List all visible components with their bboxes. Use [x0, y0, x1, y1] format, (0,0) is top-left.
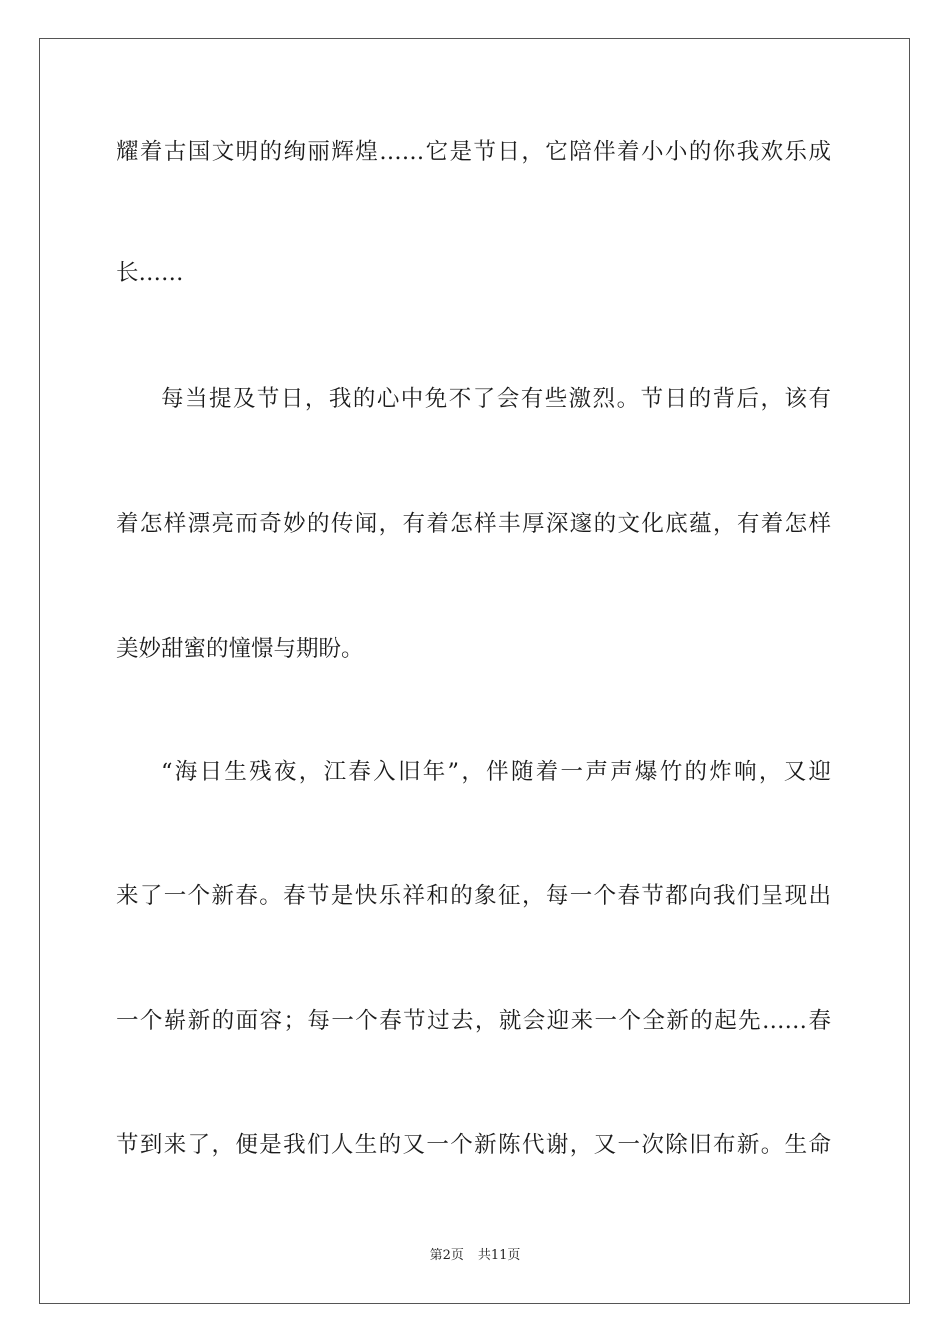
body-text-line: 美妙甜蜜的憧憬与期盼。	[116, 636, 364, 662]
body-text-line: 耀着古国文明的绚丽辉煌……它是节日，它陪伴着小小的你我欢乐成	[116, 139, 831, 165]
page-number: 第2页	[429, 1248, 464, 1263]
body-text-line: 来了一个新春。春节是快乐祥和的象征，每一个春节都向我们呈现出	[116, 883, 831, 909]
body-text-line: 一个崭新的面容；每一个春节过去，就会迎来一个全新的起先……春	[116, 1008, 831, 1034]
body-text-line: 着怎样漂亮而奇妙的传闻，有着怎样丰厚深邃的文化底蕴，有着怎样	[116, 511, 831, 537]
body-text-line: 节到来了，便是我们人生的又一个新陈代谢，又一次除旧布新。生命	[116, 1132, 831, 1158]
page-footer	[0, 1247, 950, 1265]
body-text-line: “海日生残夜，江春入旧年”，伴随着一声声爆竹的炸响，又迎	[161, 759, 831, 785]
page-border	[39, 38, 910, 1304]
total-pages: 共11页	[477, 1248, 521, 1263]
body-text-line: 长……	[116, 260, 184, 286]
body-text-line: 每当提及节日，我的心中免不了会有些激烈。节日的背后，该有	[161, 386, 831, 412]
